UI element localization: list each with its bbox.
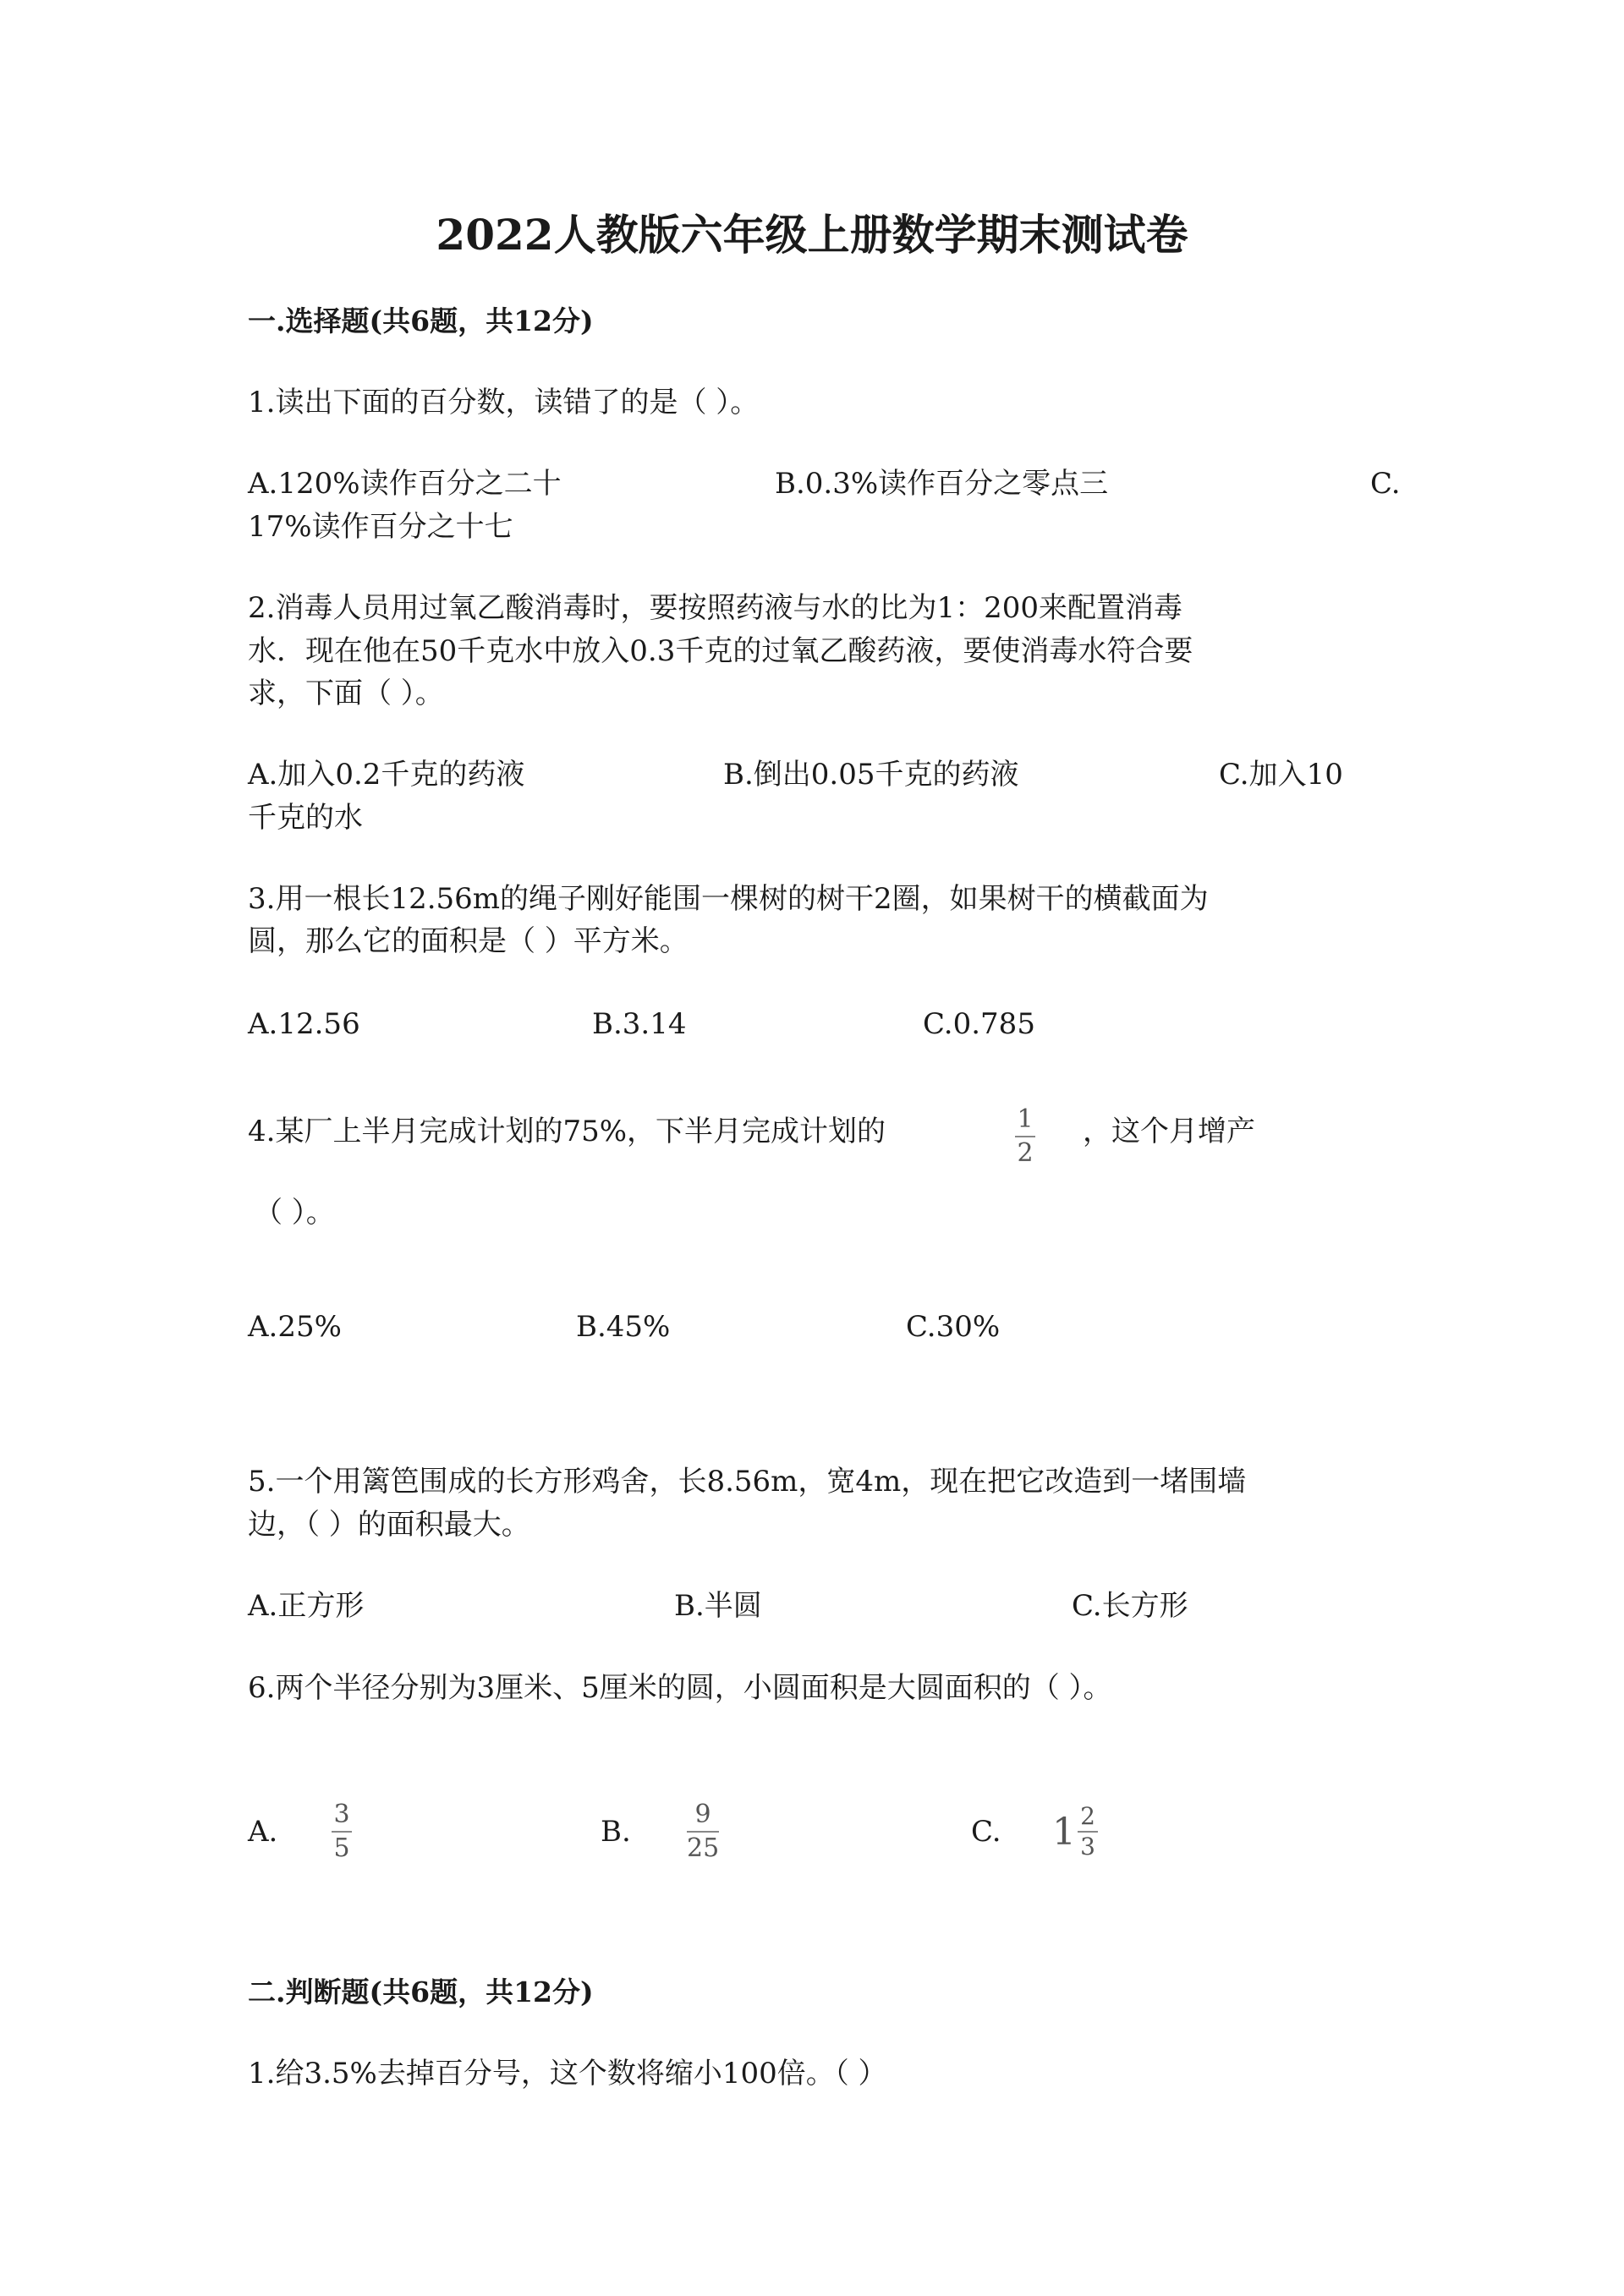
q4-fraction [1015,1105,1035,1168]
fraction-bar [687,1831,719,1833]
question-6-stem: 6.两个半径分别为3厘米、5厘米的圆，小圆面积是大圆面积的（ ）。 [248,1671,1112,1705]
judge-question-1: 1.给3.5%去掉百分号，这个数将缩小100倍。（ ） [248,2057,887,2091]
q6-option-b-fraction [687,1800,719,1863]
fraction-bar [332,1831,352,1833]
question-3-line: 3.用一根长12.56m的绳子刚好能围一棵树的树干2圈，如果树干的横截面为 [248,882,1209,916]
q1-option-c-label: C. [1370,467,1401,501]
section-heading: 一.选择题(共6题，共12分) [248,304,594,337]
fraction-numerator: 1 [1017,1104,1034,1134]
q4-option-a: A.25% [248,1310,342,1344]
q5-option-c: C.长方形 [1072,1589,1188,1623]
q3-option-c: C.0.785 [923,1007,1035,1041]
question-2-line: 水．现在他在50千克水中放入0.3千克的过氧乙酸药液，要使消毒水符合要 [248,634,1193,668]
q6-option-a-fraction [332,1800,352,1863]
q6-option-b-label: B. [601,1815,631,1849]
question-1-stem: 1.读出下面的百分数，读错了的是（ ）。 [248,386,760,419]
question-4-part1: 4.某厂上半月完成计划的75%，下半月完成计划的 [248,1115,886,1148]
fraction-denominator: 5 [333,1833,350,1863]
fraction-denominator: 3 [1080,1833,1095,1860]
q6-option-c-mixed-number [1052,1804,1098,1860]
question-5-line: 5.一个用篱笆围成的长方形鸡舍，长8.56m，宽4m，现在把它改造到一堵围墙 [248,1465,1247,1499]
q1-option-a: A.120%读作百分之二十 [248,467,562,501]
q3-option-a: A.12.56 [248,1007,360,1041]
q6-option-a-label: A. [248,1815,278,1849]
q2-option-c-cont: 千克的水 [248,801,363,835]
question-2-line: 2.消毒人员用过氧乙酸消毒时，要按照药液与水的比为1：200来配置消毒 [248,591,1182,625]
q5-option-a: A.正方形 [248,1589,365,1623]
q1-option-b: B.0.3%读作百分之零点三 [775,467,1109,501]
question-3-line: 圆，那么它的面积是（ ）平方米。 [248,924,689,958]
question-4-part2: ，这个月增产 [1083,1115,1255,1148]
question-2-line: 求，下面（ ）。 [248,677,444,710]
q3-option-b: B.3.14 [592,1007,687,1041]
mixed-whole: 1 [1052,1810,1076,1854]
section-heading: 二.判断题(共6题，共12分) [248,1975,594,2008]
q1-option-c: 17%读作百分之十七 [248,510,513,544]
q2-option-b: B.倒出0.05千克的药液 [723,758,1019,792]
fraction-numerator: 9 [694,1800,711,1829]
q6-option-c-label: C. [971,1815,1001,1849]
q2-option-c: C.加入10 [1219,758,1343,792]
q2-option-a: A.加入0.2千克的药液 [248,758,525,792]
q5-option-b: B.半圆 [674,1589,762,1623]
q4-option-b: B.45% [576,1310,671,1344]
fraction-bar [1015,1136,1035,1137]
question-5-line: 边，（ ）的面积最大。 [248,1508,530,1542]
fraction-denominator: 25 [687,1833,720,1863]
fraction-numerator: 3 [333,1800,350,1829]
page-title: 2022人教版六年级上册数学期末测试卷 [436,210,1188,260]
question-4-line2: （ ）。 [254,1196,335,1230]
fraction-denominator: 2 [1017,1138,1034,1168]
q4-option-c: C.30% [906,1310,1001,1344]
fraction-numerator: 2 [1080,1802,1095,1830]
mixed-fraction [1078,1804,1098,1860]
